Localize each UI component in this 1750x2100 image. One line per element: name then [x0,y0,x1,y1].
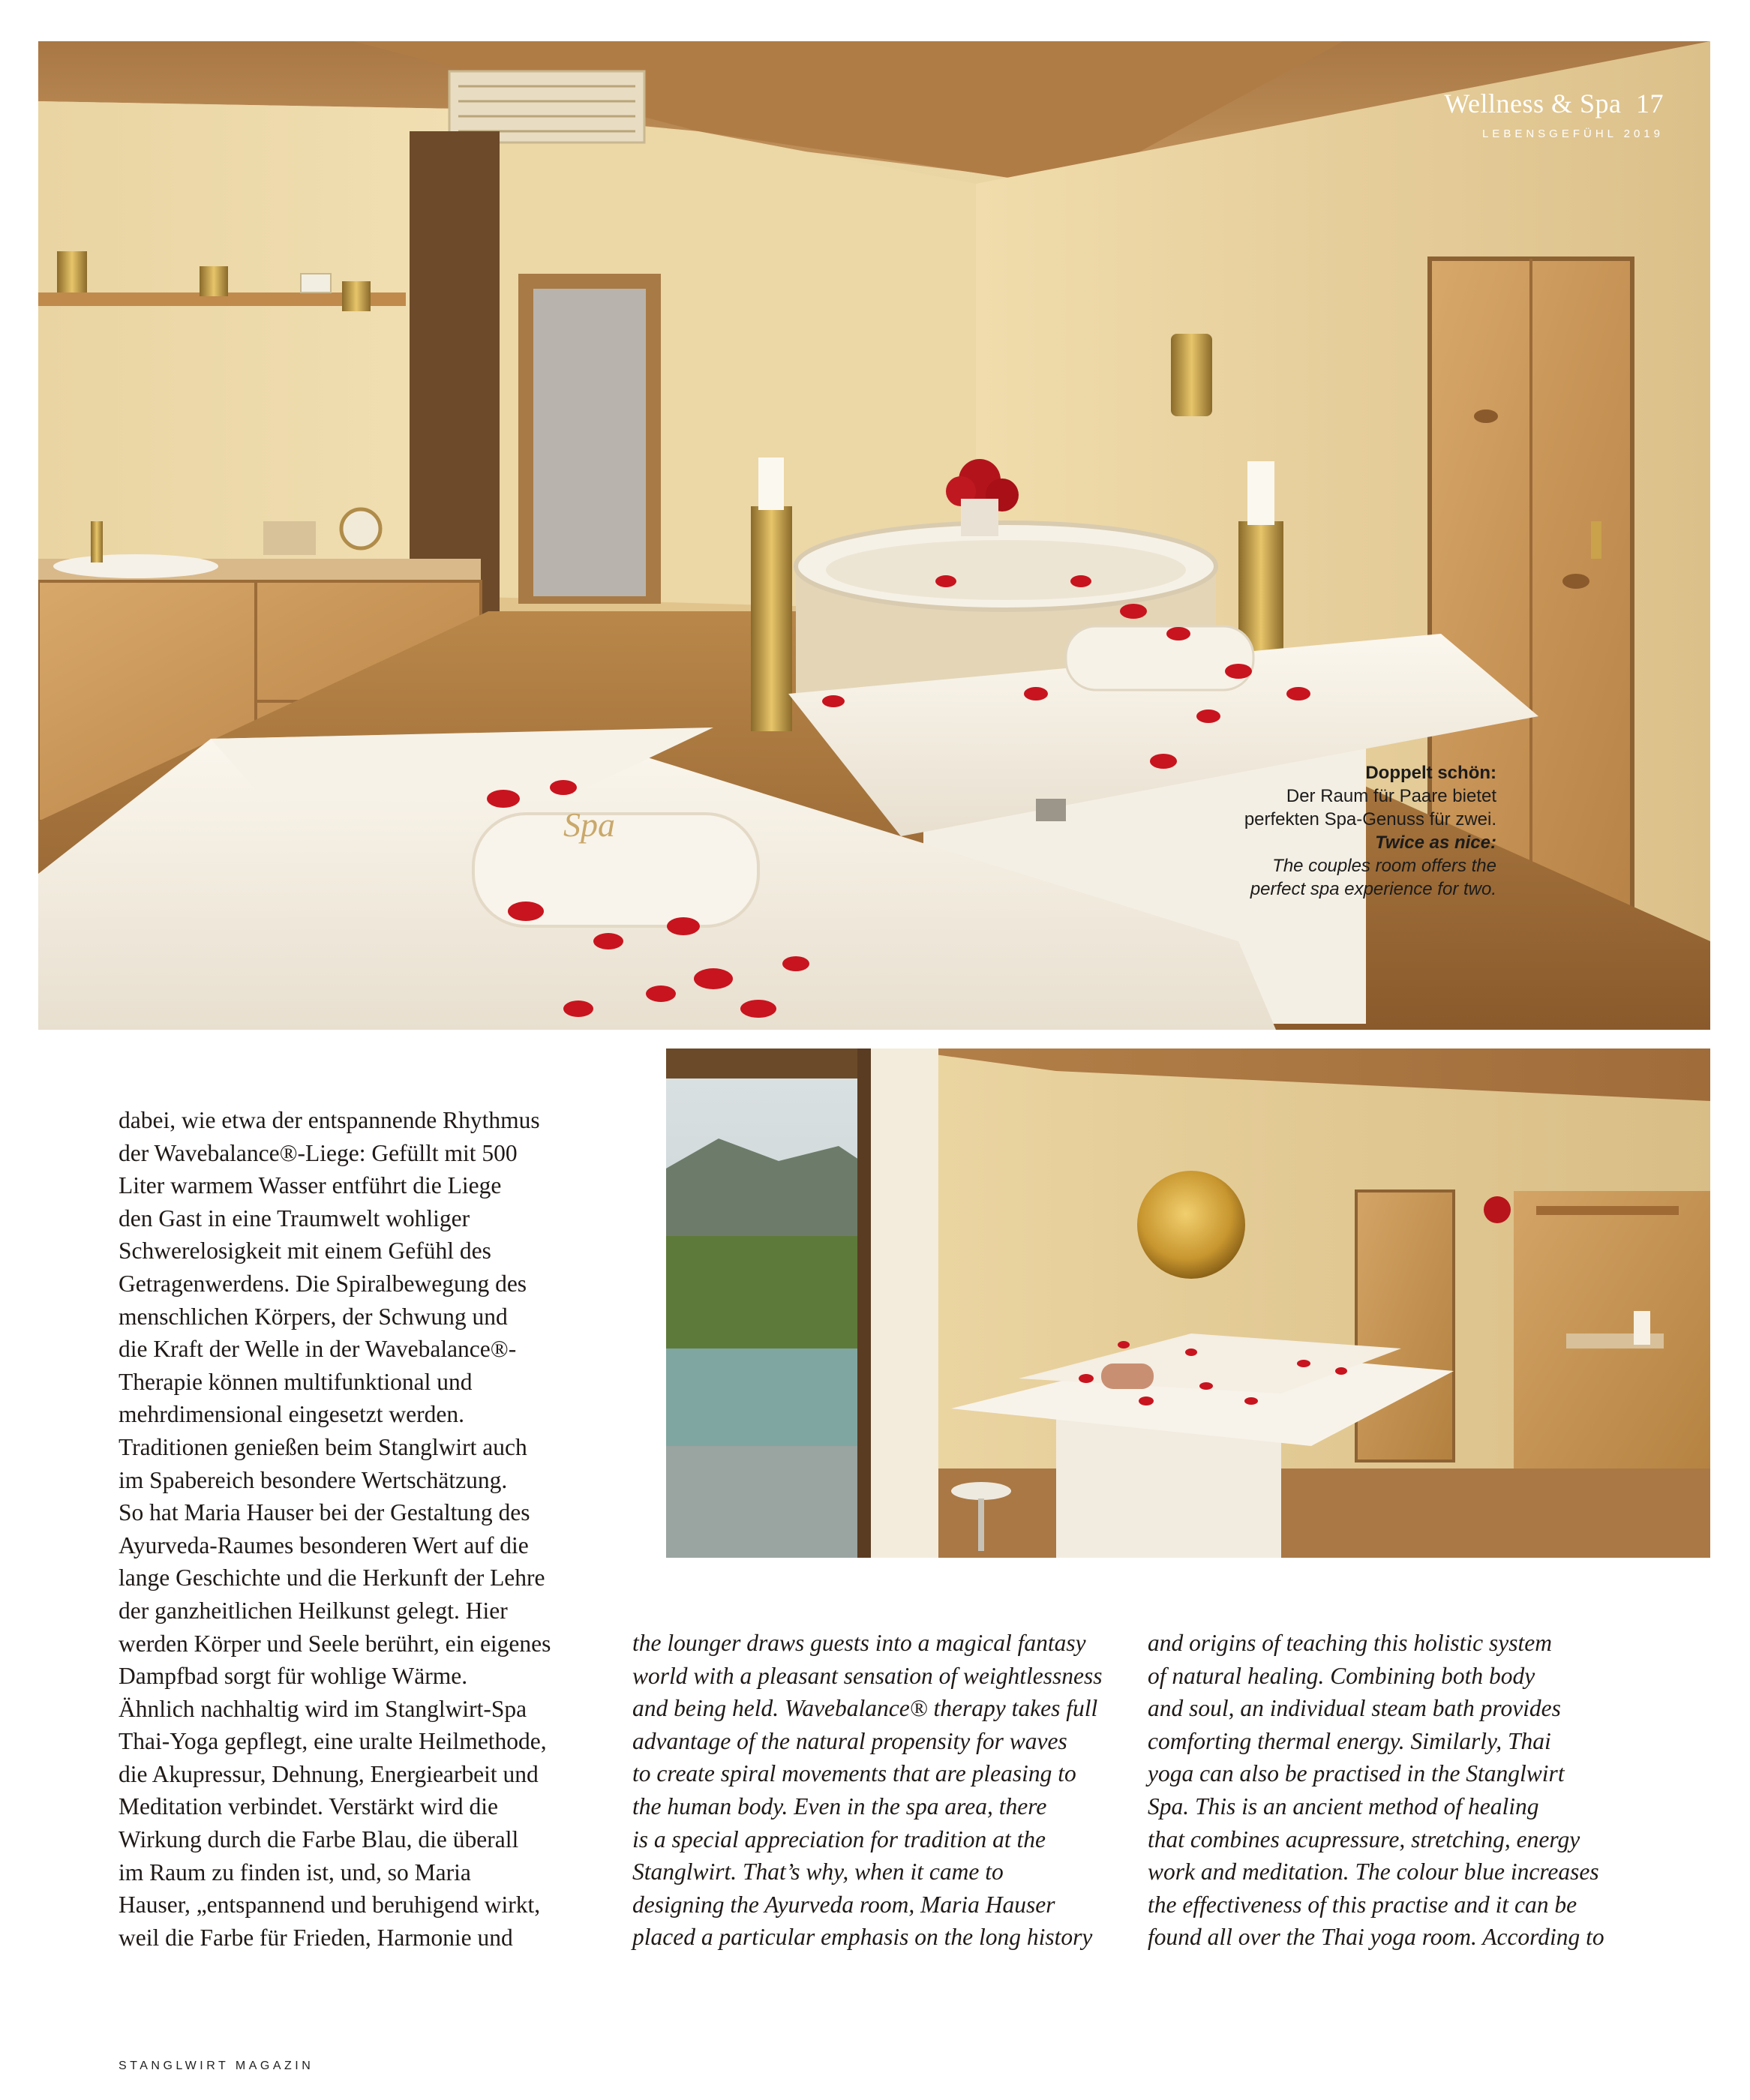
text-line: work and meditation. The colour blue increases [1148,1858,1599,1886]
text-line: the lounger draws guests into a magical fantasy [632,1630,1086,1656]
page-number: 17 [1636,88,1664,118]
text-line: dabei, wie etwa der entspannende Rhythmus [119,1107,540,1133]
text-line: Getragenwerdens. Die Spiralbewegung des [119,1270,527,1297]
text-line: Hauser, „entspannend und beruhigend wirkt, [119,1892,541,1918]
text-line: advantage of the natural propensity for waves [632,1727,1067,1754]
photo-caption [1170,761,1496,901]
text-line: Meditation verbindet. Verstärkt wird die [119,1793,498,1820]
caption-line: perfekten Spa-Genuss für zwei. [1244,809,1496,830]
header-subtitle: LEBENSGEFÜHL 2019 [1481,128,1664,140]
text-line: of natural healing. Combining both body [1148,1662,1535,1689]
caption-line: Der Raum für Paare bietet [1286,786,1496,806]
text-line: found all over the Thai yoga room. According to [1148,1924,1604,1951]
text-line: Thai-Yoga gepflegt, eine uralte Heilmethode, [119,1728,547,1755]
text-line: im Spabereich besondere Wertschätzung. [119,1466,508,1493]
text-line: Dampfbad sorgt für wohlige Wärme. [119,1663,468,1690]
caption-line: perfect spa experience for two. [1250,879,1496,899]
text-line: the human body. Even in the spa area, there [632,1792,1047,1820]
text-line: is a special appreciation for tradition at the [632,1826,1046,1852]
text-line: Ayurveda-Raumes besonderen Wert auf die [119,1532,529,1558]
text-line: werden Körper und Seele berührt, ein eigenes [119,1630,551,1657]
header [1444,88,1664,119]
text-line: designing the Ayurveda room, Maria Hauser [632,1891,1055,1918]
text-line: der Wavebalance®-Liege: Gefüllt mit 500 [119,1139,518,1166]
text-line: weil die Farbe für Frieden, Harmonie und [119,1924,513,1951]
text-line: and soul, an individual steam bath provides [1148,1695,1561,1722]
footer-magazine-name: STANGLWIRT MAGAZIN [119,2060,314,2072]
text-line: mehrdimensional eingesetzt werden. [119,1401,464,1428]
text-line: die Akupressur, Dehnung, Energiearbeit und [119,1760,539,1787]
text-line: yoga can also be practised in the Stanglwirt [1148,1760,1565,1787]
text-line: and origins of teaching this holistic system [1148,1630,1552,1656]
text-line: So hat Maria Hauser bei der Gestaltung des [119,1499,530,1526]
body-text-english-col1 [632,1627,1127,1954]
text-line: im Raum zu finden ist, und, so Maria [119,1858,471,1886]
section-title: Wellness & Spa [1444,88,1622,118]
text-line: to create spiral movements that are pleasing to [632,1760,1076,1787]
text-line: and being held. Wavebalance® therapy takes full [632,1695,1098,1722]
text-line: Therapie können multifunktional und [119,1368,473,1395]
text-line: den Gast in eine Traumwelt wohliger [119,1204,470,1232]
text-line: lange Geschichte und die Herkunft der Lehre [119,1564,545,1592]
text-line: that combines acupressure, stretching, energy [1148,1826,1580,1852]
body-text-german [119,1104,614,1954]
text-line: Spa. This is an ancient method of healing [1148,1792,1539,1820]
body-text-english-col2 [1148,1627,1643,1954]
text-line: Schwerelosigkeit mit einem Gefühl des [119,1238,491,1264]
text-line: comforting thermal energy. Similarly, Thai [1148,1727,1551,1754]
text-line: die Kraft der Welle in der Wavebalance®- [119,1336,517,1363]
text-line: Ähnlich nachhaltig wird im Stanglwirt-Spa [119,1695,527,1722]
text-line: the effectiveness of this practise and it can be [1148,1891,1577,1918]
towel-spa-text: Spa [563,806,615,844]
photo-thai-yoga-room [666,1048,1710,1558]
caption-line: The couples room offers the [1272,856,1496,876]
text-line: Stanglwirt. That’s why, when it came to [632,1858,1004,1886]
text-line: placed a particular emphasis on the long history [632,1924,1093,1951]
text-line: world with a pleasant sensation of weightlessness [632,1662,1103,1689]
text-line: Traditionen genießen beim Stanglwirt auch [119,1433,527,1460]
text-line: Wirkung durch die Farbe Blau, die überall [119,1826,519,1853]
text-line: Liter warmem Wasser entführt die Liege [119,1172,502,1199]
text-line: der ganzheitlichen Heilkunst gelegt. Hier [119,1597,508,1624]
caption-title-de: Doppelt schön: [1365,763,1496,783]
caption-title-en: Twice as nice: [1375,832,1496,853]
text-line: menschlichen Körpers, der Schwung und [119,1303,508,1330]
